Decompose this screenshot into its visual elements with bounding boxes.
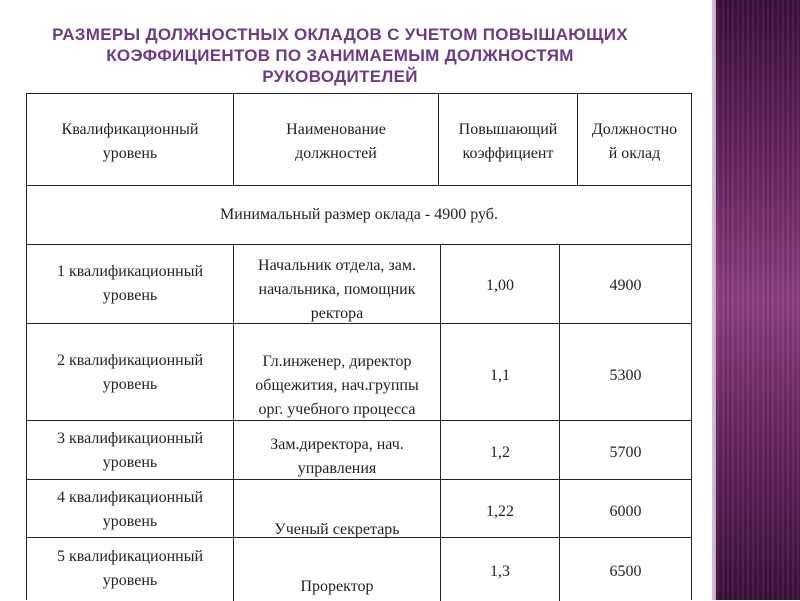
row-5-level: 5 квалификационный уровень: [56, 548, 204, 589]
row-5-position: Проректор: [300, 578, 374, 595]
title-line-1: РАЗМЕРЫ ДОЛЖНОСТНЫХ ОКЛАДОВ С УЧЕТОМ ПОВЫШАЮЩИХ: [52, 25, 628, 44]
row-2-level: 2 квалификационный уровень: [56, 352, 204, 393]
row-5-coefficient: 1,3: [490, 563, 510, 580]
row-1-coefficient: 1,00: [486, 277, 514, 294]
row-4-level: 4 квалификационный уровень: [56, 489, 204, 530]
page-title: [20, 24, 660, 87]
header-salary: Должностно й оклад: [591, 121, 678, 162]
title-line-2: КОЭФФИЦИЕНТОВ ПО ЗАНИМАЕМЫМ ДОЛЖНОСТЯМ: [106, 46, 574, 65]
row-4-position: Ученый секретарь: [274, 521, 400, 538]
header-coefficient: Повышающий коэффициент: [458, 121, 558, 162]
row-2-salary: 5300: [609, 367, 642, 384]
row-1-position: Начальник отдела, зам. начальника, помощник ректора: [258, 257, 416, 322]
row-3-position: Зам.директора, нач. управления: [270, 436, 404, 477]
row-4-salary: 6000: [609, 503, 642, 520]
row-4-coefficient: 1,22: [486, 503, 514, 520]
row-3-salary: 5700: [609, 444, 642, 461]
row-5-salary: 6500: [609, 563, 642, 580]
row-3-coefficient: 1,2: [490, 444, 510, 461]
min-salary-note: Минимальный размер оклада - 4900 руб.: [220, 206, 498, 223]
title-line-3: РУКОВОДИТЕЛЕЙ: [262, 67, 418, 86]
row-3-level: 3 квалификационный уровень: [56, 430, 204, 471]
salary-table: [26, 93, 692, 600]
row-2-position: Гл.инженер, директор общежития, нач.группы орг. учебного процесса: [255, 353, 419, 418]
row-2-coefficient: 1,1: [490, 367, 510, 384]
row-1-salary: 4900: [609, 277, 642, 294]
decorative-side-band: [712, 0, 800, 600]
row-1-level: 1 квалификационный уровень: [56, 263, 204, 304]
header-level: Квалификационный уровень: [61, 121, 199, 162]
header-position: Наименование должностей: [286, 121, 386, 162]
